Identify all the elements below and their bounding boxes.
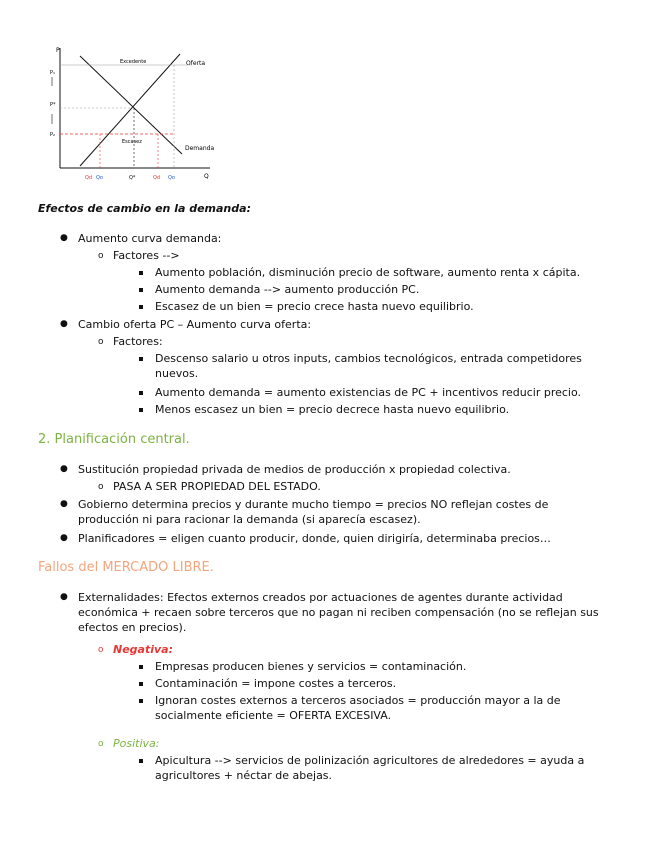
bullet-icon: ● [60,499,68,509]
negativa-point-1: Empresas producen bienes y servicios = contaminación. [155,660,467,673]
circle-bullet-icon: o [98,739,104,749]
bullet-icon: ● [60,319,68,329]
p2-label: P₂ [50,132,56,138]
positiva-label: Positiva: [113,737,160,750]
section1-item-1-point-1: Aumento población, disminución precio de software, aumento renta x cápita. [155,266,581,279]
square-bullet-icon [139,391,143,395]
square-bullet-icon [139,682,143,686]
bullet-icon: ● [60,233,68,243]
section2-item-1: Sustitución propiedad privada de medios de producción x propiedad colectiva. [78,463,511,476]
bullet-icon: ● [60,533,68,543]
section1-item-1-point-3: Escasez de un bien = precio crece hasta nuevo equilibrio. [155,300,474,313]
section1-item-2-point-2: Aumento demanda = aumento existencias de PC + incentivos reducir precio. [155,386,582,399]
circle-bullet-icon: o [98,645,104,655]
axis-p-label: P [56,47,60,54]
negativa-point-3: Ignoran costes externos a terceros asociados = producción mayor a la de socialmente eficiente = OFERTA EXCESIVA. [155,694,561,722]
pstar-label: P* [50,102,56,108]
square-bullet-icon [139,271,143,275]
q-tick-5: Qo [168,175,175,181]
circle-bullet-icon: o [98,337,104,347]
axis-q-label: Q [204,173,209,180]
bullet-icon: ● [60,464,68,474]
section2-item-1-sub: PASA A SER PROPIEDAD DEL ESTADO. [113,480,321,493]
square-bullet-icon [139,665,143,669]
supply-demand-chart [40,44,222,190]
square-bullet-icon [139,759,143,763]
section1-item-2-point-3: Menos escasez un bien = precio decrece hasta nuevo equilibrio. [155,403,510,416]
q-tick-4: Qd [153,175,161,181]
p1-label: P₁ [50,70,56,76]
section1-item-1: Aumento curva demanda: [78,232,222,245]
section1-item-2-sub: Factores: [113,335,163,348]
section1-item-1-sub: Factores --> [113,249,180,262]
negativa-label: Negativa: [113,643,173,656]
section1-heading: Efectos de cambio en la demanda: [38,202,251,215]
section1-item-2-point-1: Descenso salario u otros inputs, cambios tecnológicos, entrada competidores nuevos. [155,352,582,380]
section3-heading: Fallos del MERCADO LIBRE. [38,560,214,575]
positiva-point-1: Apicultura --> servicios de polinización agricultores de alrededores = ayuda a agricultores + néctar de abejas. [155,754,585,782]
square-bullet-icon [139,357,143,361]
square-bullet-icon [139,305,143,309]
section2-item-3: Planificadores = eligen cuanto producir, donde, quien dirigiría, determinaba precios… [78,532,551,545]
excedente-label: Excedente [120,59,147,65]
demanda-label: Demanda [185,145,215,152]
oferta-label: Oferta [186,60,206,67]
negativa-point-2: Contaminación = impone costes a terceros. [155,677,397,690]
section1-item-1-point-2: Aumento demanda --> aumento producción PC. [155,283,420,296]
q-tick-1: Qd [85,175,93,181]
square-bullet-icon [139,699,143,703]
escasez-label: Escasez [122,139,142,145]
section2-item-2: Gobierno determina precios y durante mucho tiempo = precios NO reflejan costes de producción ni para racionar la demanda (si aparecía escasez). [78,498,549,526]
square-bullet-icon [139,408,143,412]
circle-bullet-icon: o [98,482,104,492]
bullet-icon: ● [60,592,68,602]
q-tick-2: Qo [96,175,103,181]
section2-heading: 2. Planificación central. [38,432,190,447]
section1-item-2: Cambio oferta PC – Aumento curva oferta: [78,318,312,331]
circle-bullet-icon: o [98,251,104,261]
square-bullet-icon [139,288,143,292]
externalidades-text: Externalidades: Efectos externos creados por actuaciones de agentes durante actividad económica + recaen sobre terceros que no pagan ni reciben compensación (no se reflejan sus efectos en precios). [78,591,599,634]
q-tick-3: Q* [129,175,136,181]
